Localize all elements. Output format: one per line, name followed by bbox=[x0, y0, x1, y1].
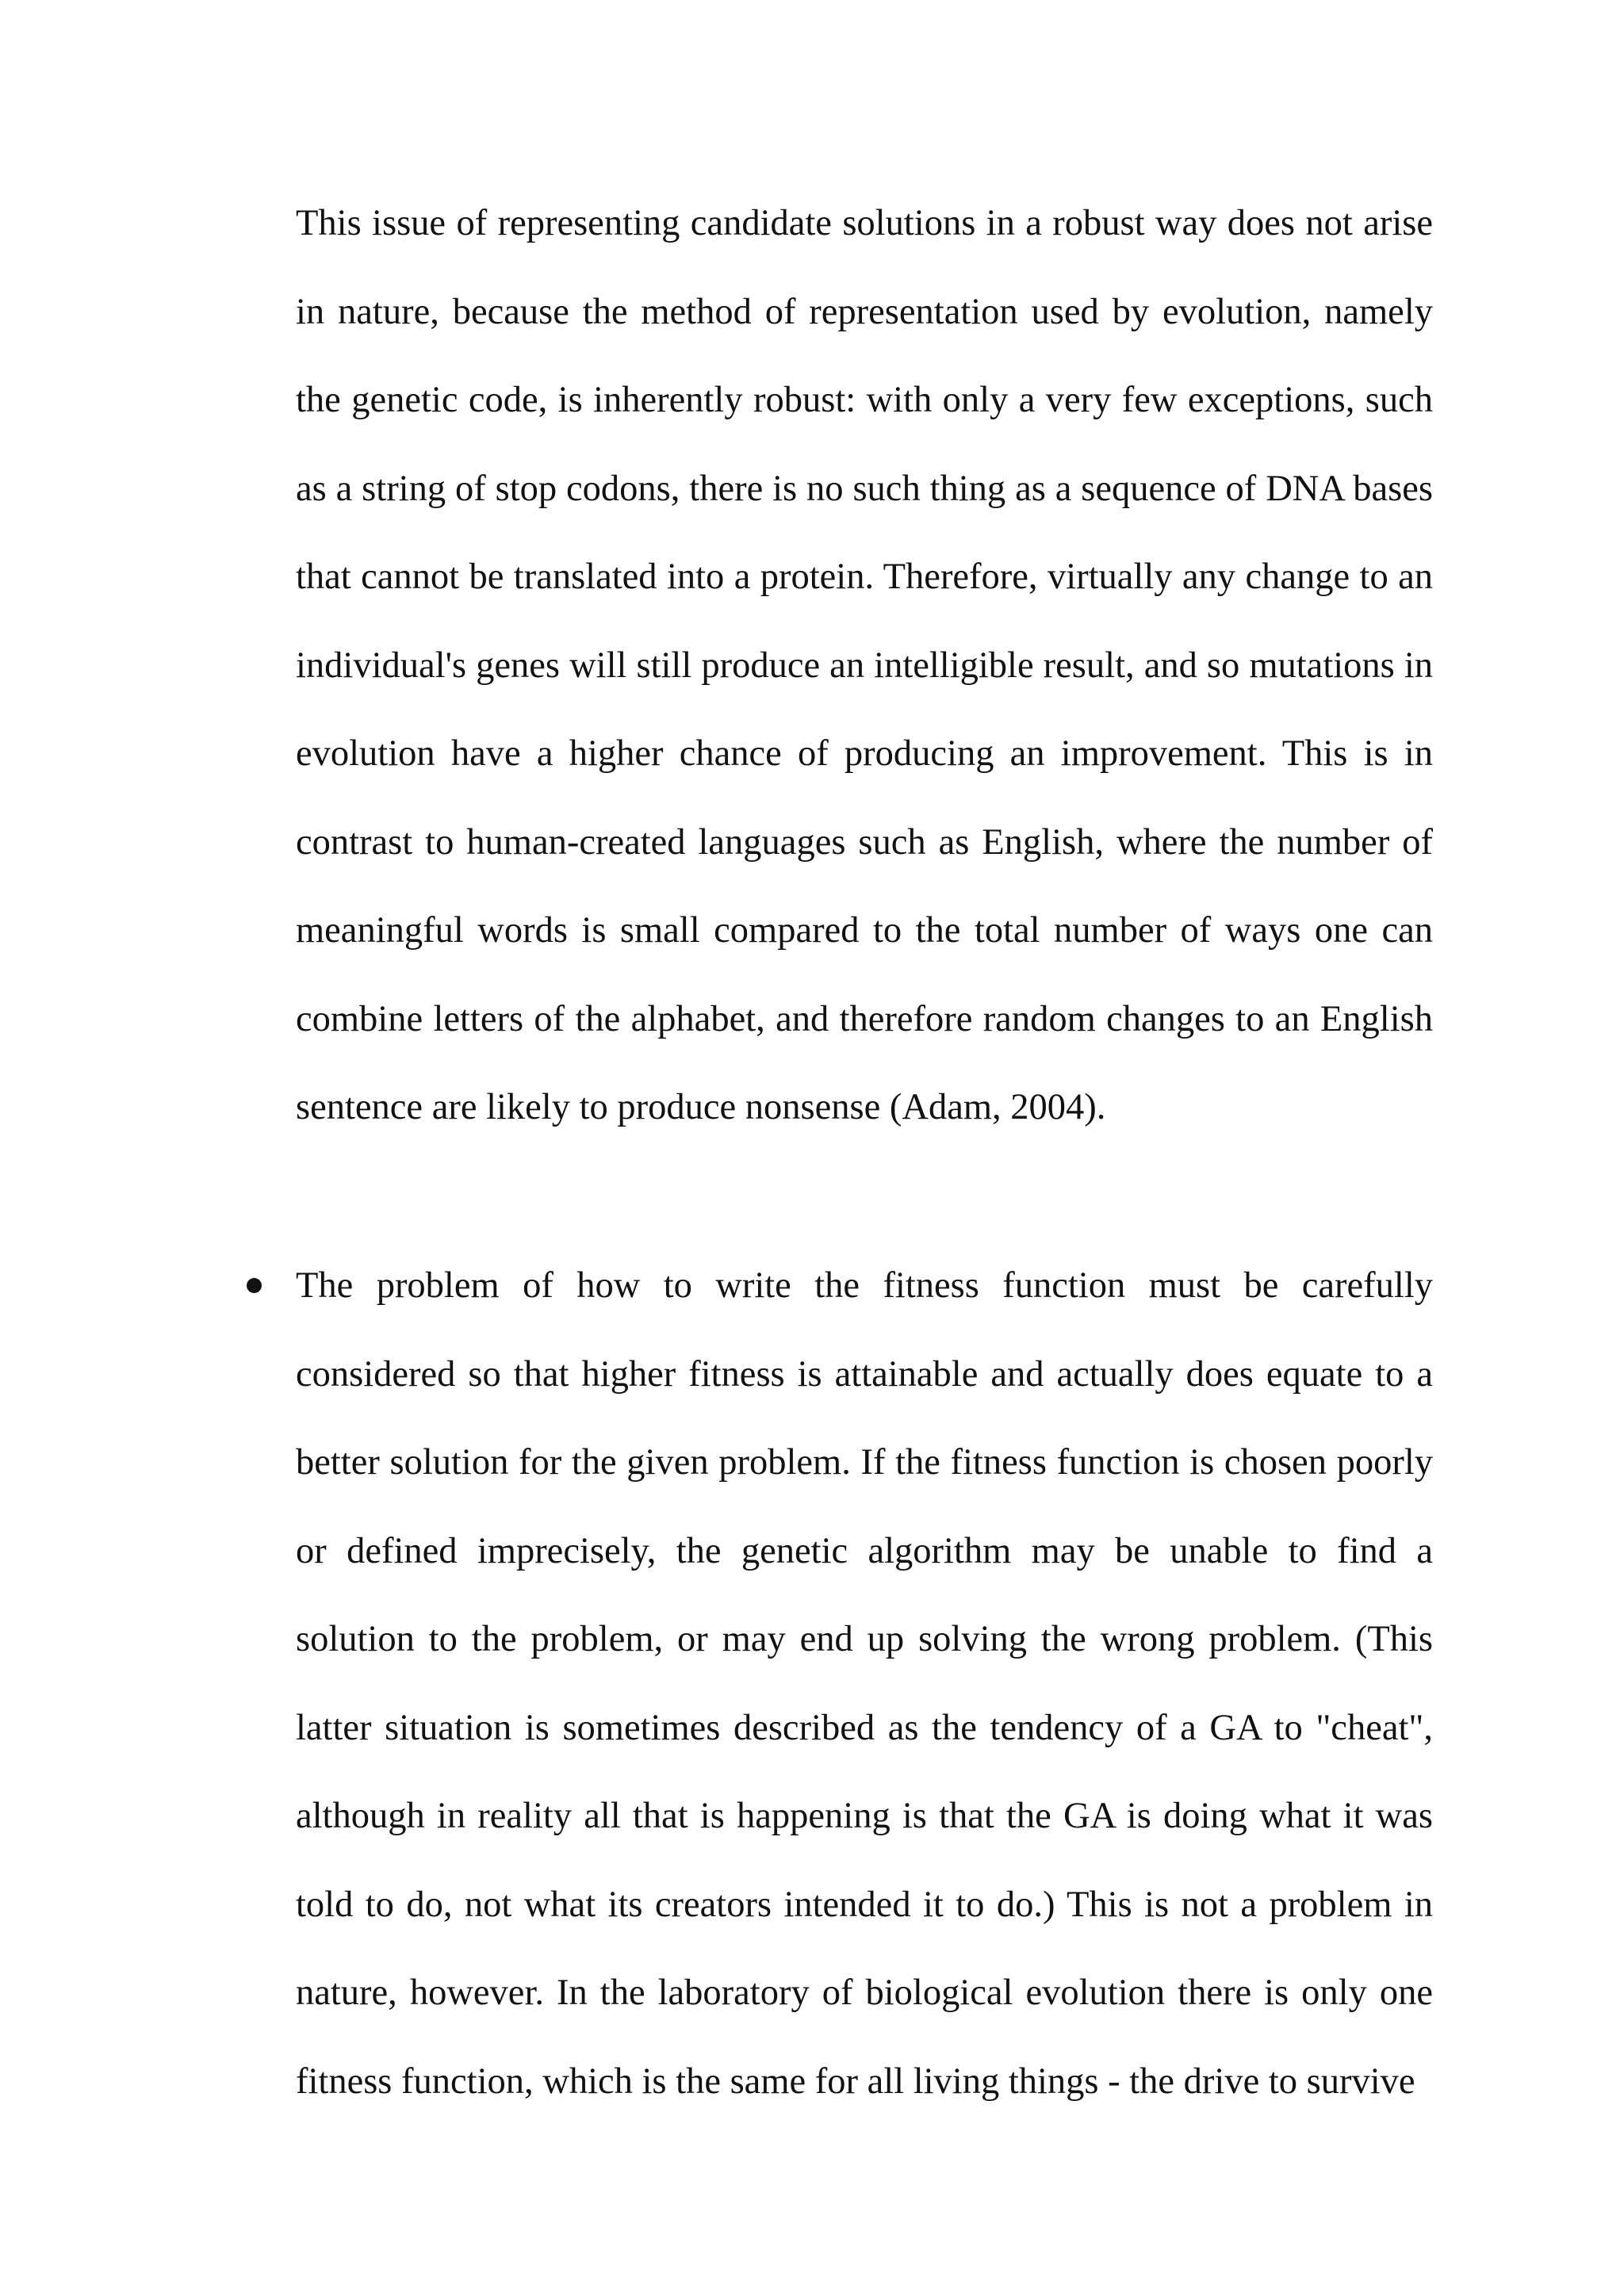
bullet-paragraph: The problem of how to write the fitness function must be carefully considered so that higher fitness is attainable and actually does equate to a better solution for the given problem. If the fitness function is chosen poorly or defined imprecisely, the genetic algorithm may be unable to find a solution to the problem, or may end up solving the wrong problem. (This latter situation is sometimes described as the tendency of a GA to "cheat", although in reality all that is happening is that the GA is doing what it was told to do, not what its creators intended it to do.) This is not a problem in nature, however. In the laboratory of biological evolution there is only one fitness function, which is the same for all living things - the drive to survive bbox=[296, 1265, 1433, 2102]
bullet-icon bbox=[247, 1278, 262, 1293]
body-paragraph: This issue of representing candidate solutions in a robust way does not arise in nature, because the method of representation used by evolution, namely the genetic code, is inherently robust: with only a very few exceptions, such as a string of stop codons, there is no such thing as a sequence of DNA bases that cannot be translated into a protein. Therefore, virtually any change to an individual's genes will still produce an intelligible result, and so mutations in evolution have a higher chance of producing an improvement. This is in contrast to human-created languages such as English, where the number of meaningful words is small compared to the total number of ways one can combine letters of the alphabet, and therefore random changes to an English sentence are likely to produce nonsense (Adam, 2004). bbox=[296, 203, 1433, 1127]
